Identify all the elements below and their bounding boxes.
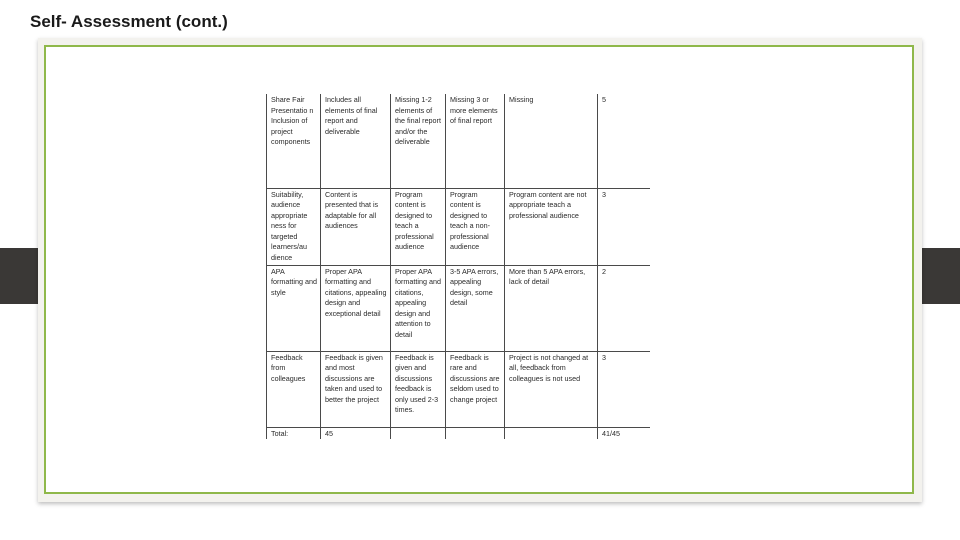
partial-credit-cell: Proper APA formatting and citations, appealing design and attention to detail: [391, 265, 446, 351]
criterion-cell: APA formatting and style: [267, 265, 321, 351]
criterion-cell: Suitability, audience appropriate ness for targeted learners/au dience: [267, 188, 321, 265]
minimal-credit-cell: Feedback is rare and discussions are seldom used to change project: [446, 351, 505, 427]
no-credit-cell: Project is not changed at all, feedback from colleagues is not used: [505, 351, 598, 427]
full-credit-cell: Includes all elements of final report and deliverable: [321, 94, 391, 188]
table-row: [267, 188, 651, 265]
full-credit-cell: Proper APA formatting and citations, appealing design and exceptional detail: [321, 265, 391, 351]
rubric-table: [266, 94, 650, 439]
partial-credit-cell: Program content is designed to teach a professional audience: [391, 188, 446, 265]
table-row: [267, 265, 651, 351]
full-credit-cell: Content is presented that is adaptable for all audiences: [321, 188, 391, 265]
minimal-credit-cell: 3-5 APA errors, appealing design, some detail: [446, 265, 505, 351]
partial-credit-cell: Feedback is given and discussions feedback is only used 2-3 times.: [391, 351, 446, 427]
total-empty-cell: [446, 427, 505, 439]
minimal-credit-cell: Program content is designed to teach a non-professional audience: [446, 188, 505, 265]
rubric-table-image: [266, 94, 650, 439]
score-cell: 3: [598, 351, 651, 427]
full-credit-cell: Feedback is given and most discussions are taken and used to better the project: [321, 351, 391, 427]
partial-credit-cell: Missing 1-2 elements of the final report and/or the deliverable: [391, 94, 446, 188]
table-row: [267, 94, 651, 188]
table-row-total: [267, 427, 651, 439]
slide-title: Self- Assessment (cont.): [30, 12, 228, 31]
criterion-cell: Share Fair Presentatio n Inclusion of project components: [267, 94, 321, 188]
score-cell: 2: [598, 265, 651, 351]
total-score-cell: 41/45: [598, 427, 651, 439]
total-label-cell: Total:: [267, 427, 321, 439]
score-cell: 5: [598, 94, 651, 188]
total-empty-cell: [391, 427, 446, 439]
total-possible-cell: 45: [321, 427, 391, 439]
table-row: [267, 351, 651, 427]
total-empty-cell: [505, 427, 598, 439]
minimal-credit-cell: Missing 3 or more elements of final report: [446, 94, 505, 188]
criterion-cell: Feedback from colleagues: [267, 351, 321, 427]
no-credit-cell: More than 5 APA errors, lack of detail: [505, 265, 598, 351]
no-credit-cell: Program content are not appropriate teach a professional audience: [505, 188, 598, 265]
score-cell: 3: [598, 188, 651, 265]
no-credit-cell: Missing: [505, 94, 598, 188]
